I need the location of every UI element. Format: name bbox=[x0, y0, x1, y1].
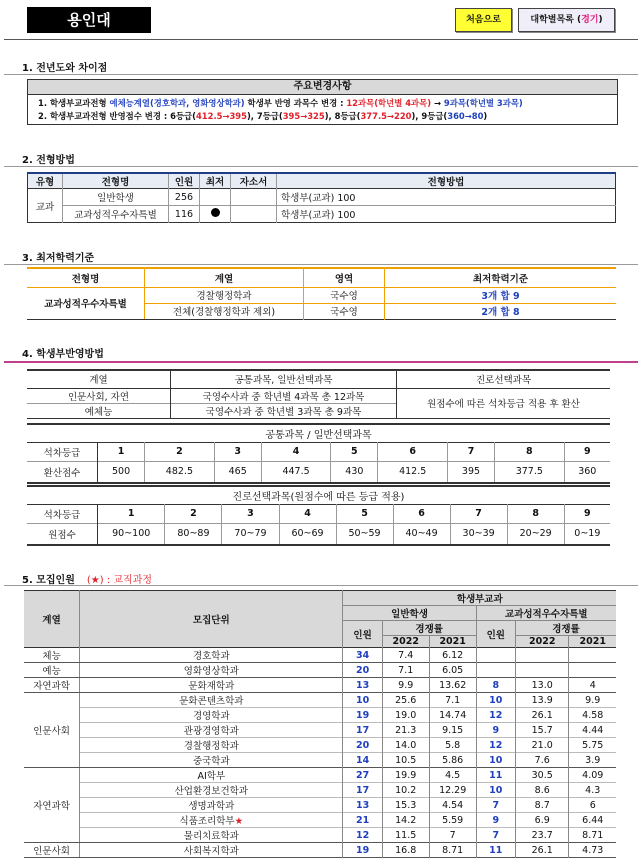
recruit-rate-2022-general: 14.2 bbox=[382, 813, 429, 828]
recruit-rate-2021-excellent: 3.9 bbox=[585, 754, 601, 766]
recruit-rate-2022-excellent: 8.6 bbox=[515, 783, 569, 798]
recruit-row bbox=[24, 813, 616, 828]
change-2-num: 2. bbox=[38, 111, 48, 121]
recruit-count-excellent: 10 bbox=[476, 753, 515, 768]
grade-cell: 4 bbox=[261, 442, 330, 461]
recruit-h-excellent: 교과성적우수자특별 bbox=[476, 606, 616, 621]
recruit-rate-2022-general: 16.8 bbox=[382, 843, 429, 858]
recruit-unit bbox=[80, 648, 343, 663]
recruit-row bbox=[24, 663, 616, 678]
recruit-count-general: 20 bbox=[343, 738, 382, 753]
method-header-row bbox=[28, 173, 616, 189]
recruit-rate-2021-general: 9.15 bbox=[429, 723, 476, 738]
recruit-unit bbox=[80, 663, 343, 678]
recruit-row bbox=[24, 828, 616, 843]
recruit-series: 자연과학 bbox=[24, 678, 80, 693]
teaching-course-star-icon: ★ bbox=[234, 816, 244, 827]
recruit-count-general: 17 bbox=[343, 723, 382, 738]
method-type: 교과 bbox=[28, 189, 63, 223]
section-1-title: 1. 전년도와 차이점 bbox=[22, 63, 108, 74]
recruit-series: 인문사회 bbox=[24, 843, 80, 858]
change-2-e: ), 8등급( bbox=[324, 111, 361, 121]
grade-cell: 2 bbox=[165, 504, 222, 523]
recruit-count-excellent: 10 bbox=[476, 783, 515, 798]
recruit-unit bbox=[80, 678, 343, 693]
recruit-row bbox=[24, 783, 616, 798]
raw-cell: 0~19 bbox=[574, 528, 601, 540]
recruit-row bbox=[24, 693, 616, 708]
recruit-row bbox=[24, 738, 616, 753]
recruitment-table bbox=[24, 590, 616, 858]
home-button[interactable]: 처음으로 bbox=[455, 8, 512, 32]
recruit-unit bbox=[80, 753, 343, 768]
recruit-row bbox=[24, 768, 616, 783]
recruit-rate-2022-excellent: 8.7 bbox=[515, 798, 569, 813]
score-cell: 430 bbox=[331, 461, 378, 483]
career-title: 진로선택과목(원점수에 따른 등급 적용) bbox=[232, 491, 405, 503]
recruit-h-count-1: 인원 bbox=[343, 621, 382, 648]
recruit-rate-2022-excellent bbox=[515, 663, 569, 678]
score-cell: 447.5 bbox=[261, 461, 330, 483]
recruit-series: 인문사회 bbox=[24, 693, 80, 768]
recruit-rate-2021-general: 5.8 bbox=[429, 738, 476, 753]
grade-cell: 3 bbox=[222, 504, 279, 523]
recruit-rate-2021-excellent: 8.71 bbox=[582, 829, 604, 841]
grade-cell: 3 bbox=[214, 442, 261, 461]
career-raw-row bbox=[27, 523, 610, 545]
min-std: 2개 합 8 bbox=[481, 307, 520, 318]
recruit-count-general: 13 bbox=[343, 678, 382, 693]
recruit-unit bbox=[80, 708, 343, 723]
unit-name: 경찰행정학과 bbox=[183, 741, 239, 752]
reflect-h-career: 진로선택과목 bbox=[475, 375, 532, 387]
recruit-count-general: 10 bbox=[343, 693, 382, 708]
recruit-series: 자연과학 bbox=[24, 768, 80, 843]
career-grade-row bbox=[27, 504, 610, 523]
recruit-rate-2021-excellent bbox=[569, 663, 616, 678]
recruit-unit bbox=[80, 843, 343, 858]
method-h-min: 최저 bbox=[200, 173, 231, 189]
change-1-num: 1. bbox=[38, 98, 48, 108]
reflect-subjects: 국영수사과 중 학년별 3과목 총 9과목 bbox=[171, 403, 397, 418]
recruit-row bbox=[24, 843, 616, 858]
method-row bbox=[28, 206, 616, 223]
recruit-count-excellent bbox=[476, 663, 515, 678]
section-2-title: 2. 전형방법 bbox=[22, 155, 75, 166]
unit-name: 중국학과 bbox=[192, 756, 230, 767]
section-5-rule bbox=[4, 585, 638, 586]
section-3-title: 3. 최저학력기준 bbox=[22, 253, 95, 264]
recruit-rate-2022-general: 9.9 bbox=[382, 678, 429, 693]
recruit-unit bbox=[80, 738, 343, 753]
section-2-rule bbox=[4, 166, 638, 167]
section-4-rule bbox=[4, 361, 638, 363]
recruit-rate-2021-general: 4.5 bbox=[429, 768, 476, 783]
change-line-2 bbox=[28, 110, 617, 122]
university-list-button[interactable] bbox=[518, 8, 615, 32]
method-essay-empty bbox=[231, 206, 277, 223]
unit-name: AI학부 bbox=[197, 771, 226, 782]
grade-cell: 1 bbox=[98, 504, 165, 523]
recruit-rate-2022-general: 25.6 bbox=[382, 693, 429, 708]
method-count: 256 bbox=[169, 189, 200, 206]
recruit-rate-2022-excellent: 6.9 bbox=[515, 813, 569, 828]
grade-cell: 2 bbox=[145, 442, 214, 461]
method-name: 교과성적우수자특별 bbox=[63, 206, 169, 223]
recruit-rate-2021-general: 14.74 bbox=[429, 708, 476, 723]
change-1-a: 학생부교과전형 bbox=[49, 98, 110, 108]
recruit-count-excellent: 9 bbox=[476, 723, 515, 738]
change-2-h: 360→80 bbox=[447, 111, 484, 121]
recruit-count-general: 34 bbox=[343, 648, 382, 663]
recruit-rate-2021-general: 6.12 bbox=[429, 648, 476, 663]
unit-name: 물리치료학과 bbox=[183, 831, 239, 842]
recruit-count-excellent: 11 bbox=[476, 843, 515, 858]
reflect-table bbox=[27, 369, 610, 419]
raw-cell: 50~59 bbox=[336, 523, 393, 545]
recruit-rate-2021-excellent: 4 bbox=[589, 679, 596, 691]
recruit-rate-2021-excellent: 6 bbox=[589, 799, 596, 811]
recruit-rate-2022-excellent: 30.5 bbox=[515, 768, 569, 783]
method-h-method: 전형방법 bbox=[427, 177, 465, 188]
reflect-career-method: 원점수에 따른 석차등급 적용 후 환산 bbox=[427, 399, 580, 410]
career-title-row bbox=[27, 486, 610, 504]
recruit-row bbox=[24, 753, 616, 768]
list-button-prefix: 대학별목록 ( bbox=[530, 15, 582, 25]
method-min-empty bbox=[200, 189, 231, 206]
change-2-f: 377.5→220 bbox=[360, 111, 412, 121]
score-cell: 412.5 bbox=[378, 461, 447, 483]
change-1-c: 학생부 반영 과목수 변경 : bbox=[244, 98, 347, 108]
recruit-h-2021-2: 2021 bbox=[579, 636, 606, 647]
min-std: 3개 합 9 bbox=[481, 291, 520, 302]
recruit-rate-2021-general: 5.86 bbox=[429, 753, 476, 768]
filled-circle-icon bbox=[211, 208, 220, 217]
recruit-count-general: 19 bbox=[343, 708, 382, 723]
recruit-h-rate-1: 경쟁률 bbox=[382, 621, 476, 636]
recruit-rate-2022-excellent: 23.7 bbox=[515, 828, 569, 843]
unit-name: 식품조리학부 bbox=[179, 816, 235, 827]
min-name: 교과성적우수자특별 bbox=[27, 287, 145, 319]
min-series: 경찰행정학과 bbox=[145, 287, 304, 303]
recruit-count-excellent: 7 bbox=[476, 828, 515, 843]
recruit-h-count-2: 인원 bbox=[476, 621, 515, 648]
section-3-rule bbox=[4, 264, 638, 265]
min-header-row bbox=[27, 268, 616, 287]
change-2-a: 학생부교과전형 반영점수 변경 : 6등급( bbox=[49, 111, 196, 121]
recruit-rate-2021-general: 4.54 bbox=[429, 798, 476, 813]
recruit-rate-2022-general: 19.0 bbox=[382, 708, 429, 723]
career-raw-label: 원점수 bbox=[27, 523, 98, 545]
header-divider bbox=[4, 39, 638, 40]
recruit-count-general: 27 bbox=[343, 768, 382, 783]
method-desc: 학생부(교과) 100 bbox=[281, 193, 356, 204]
recruit-count-general: 17 bbox=[343, 783, 382, 798]
changes-box bbox=[27, 79, 618, 125]
raw-cell: 70~79 bbox=[222, 523, 279, 545]
method-essay-empty bbox=[231, 189, 277, 206]
recruit-count-general: 12 bbox=[343, 828, 382, 843]
unit-name: 관광경영학과 bbox=[183, 726, 239, 737]
recruit-count-general: 13 bbox=[343, 798, 382, 813]
unit-name: 영화영상학과 bbox=[183, 666, 239, 677]
score-cell: 500 bbox=[98, 461, 145, 483]
change-1-f: 9과목(학년별 3과목) bbox=[443, 98, 523, 108]
grade-cell: 6 bbox=[393, 504, 450, 523]
recruit-unit bbox=[80, 783, 343, 798]
recruit-rate-2021-general: 8.71 bbox=[429, 843, 476, 858]
recruit-count-excellent: 12 bbox=[476, 708, 515, 723]
recruit-rate-2021-excellent: 4.09 bbox=[582, 769, 604, 781]
min-area: 국수영 bbox=[304, 287, 385, 303]
raw-cell: 60~69 bbox=[279, 523, 336, 545]
recruit-rate-2022-general: 7.4 bbox=[382, 648, 429, 663]
min-h-series: 계열 bbox=[145, 268, 304, 287]
section-4-title: 4. 학생부반영방법 bbox=[22, 349, 104, 360]
grade-cell: 7 bbox=[447, 442, 494, 461]
recruit-rate-2022-excellent: 26.1 bbox=[515, 708, 569, 723]
grade-cell: 9 bbox=[584, 508, 591, 519]
grade-cell: 5 bbox=[331, 442, 378, 461]
unit-name: 경영학과 bbox=[192, 711, 230, 722]
change-line-1 bbox=[28, 97, 617, 109]
grade-cell: 9 bbox=[583, 446, 591, 457]
recruit-rate-2022-excellent: 13.0 bbox=[515, 678, 569, 693]
recruit-row bbox=[24, 723, 616, 738]
reflect-h-series: 계열 bbox=[27, 370, 171, 388]
recruit-h-2021-1: 2021 bbox=[429, 636, 476, 648]
common-grade-table bbox=[27, 423, 610, 484]
reflect-series: 인문사회, 자연 bbox=[27, 388, 171, 403]
recruit-rate-2022-excellent bbox=[515, 648, 569, 663]
recruit-row bbox=[24, 798, 616, 813]
change-2-c: ), 7등급( bbox=[246, 111, 283, 121]
recruit-rate-2022-general: 19.9 bbox=[382, 768, 429, 783]
change-1-e: → bbox=[431, 98, 444, 108]
recruit-h-rate-2: 경쟁률 bbox=[515, 621, 616, 636]
change-2-g: ), 9등급( bbox=[411, 111, 448, 121]
recruit-rate-2021-excellent bbox=[569, 648, 616, 663]
recruit-series: 체능 bbox=[24, 648, 80, 663]
unit-name: 사회복지학과 bbox=[183, 846, 239, 857]
method-h-essay: 자소서 bbox=[231, 173, 277, 189]
change-2-b: 412.5→395 bbox=[195, 111, 247, 121]
recruit-h-2022-1: 2022 bbox=[382, 636, 429, 648]
recruit-unit bbox=[80, 813, 343, 828]
recruit-h-2022-2: 2022 bbox=[515, 636, 569, 648]
min-requirement-dot bbox=[200, 206, 231, 223]
recruit-rate-2021-general: 7.1 bbox=[429, 693, 476, 708]
recruit-count-general: 14 bbox=[343, 753, 382, 768]
recruit-rate-2022-general: 7.1 bbox=[382, 663, 429, 678]
list-button-suffix: ) bbox=[598, 15, 603, 25]
recruit-header-row-1 bbox=[24, 591, 616, 606]
recruit-count-general: 19 bbox=[343, 843, 382, 858]
section-5-title bbox=[22, 571, 152, 586]
method-h-name: 전형명 bbox=[63, 173, 169, 189]
recruit-rate-2022-general: 10.5 bbox=[382, 753, 429, 768]
method-name: 일반학생 bbox=[63, 189, 169, 206]
recruit-rate-2021-general: 7 bbox=[429, 828, 476, 843]
reflect-series: 예체능 bbox=[27, 403, 171, 418]
score-cell: 482.5 bbox=[145, 461, 214, 483]
common-grade-row bbox=[27, 442, 610, 461]
recruit-unit bbox=[80, 828, 343, 843]
recruit-rate-2021-excellent: 4.3 bbox=[585, 784, 601, 796]
recruit-row bbox=[24, 648, 616, 663]
reflect-header-row bbox=[27, 370, 610, 388]
list-button-region: 경기 bbox=[581, 15, 599, 25]
recruit-count-excellent: 11 bbox=[476, 768, 515, 783]
min-row bbox=[27, 287, 616, 303]
recruit-unit bbox=[80, 798, 343, 813]
raw-cell: 20~29 bbox=[507, 523, 564, 545]
recruit-count-excellent bbox=[476, 648, 515, 663]
recruit-rate-2022-general: 15.3 bbox=[382, 798, 429, 813]
recruit-rate-2021-general: 12.29 bbox=[429, 783, 476, 798]
unit-name: 문화재학과 bbox=[188, 681, 235, 692]
grade-cell: 1 bbox=[98, 442, 145, 461]
recruit-count-general: 21 bbox=[343, 813, 382, 828]
recruit-unit bbox=[80, 693, 343, 708]
recruit-count-excellent: 7 bbox=[476, 798, 515, 813]
recruit-count-excellent: 10 bbox=[476, 693, 515, 708]
min-h-std: 최저학력기준 bbox=[472, 273, 529, 285]
recruit-row bbox=[24, 708, 616, 723]
common-grade-label: 석차등급 bbox=[27, 442, 98, 461]
min-series: 전체(경찰행정학과 제외) bbox=[145, 303, 304, 319]
section-5-title-text: 5. 모집인원 bbox=[22, 575, 75, 586]
grade-cell: 6 bbox=[378, 442, 447, 461]
recruit-rate-2022-excellent: 15.7 bbox=[515, 723, 569, 738]
grade-cell: 8 bbox=[495, 442, 564, 461]
recruit-rate-2022-general: 10.2 bbox=[382, 783, 429, 798]
career-grade-table bbox=[27, 485, 610, 546]
method-h-count: 인원 bbox=[169, 173, 200, 189]
grade-cell: 4 bbox=[279, 504, 336, 523]
method-row bbox=[28, 189, 616, 206]
university-title: 용인대 bbox=[27, 7, 151, 33]
recruit-rate-2022-general: 21.3 bbox=[382, 723, 429, 738]
teaching-course-note: (★) : 교직과정 bbox=[86, 575, 153, 586]
raw-cell: 90~100 bbox=[98, 523, 165, 545]
unit-name: 생명과학과 bbox=[188, 801, 235, 812]
recruit-rate-2021-excellent: 4.44 bbox=[582, 724, 604, 736]
min-area: 국수영 bbox=[304, 303, 385, 319]
recruit-rate-2021-excellent: 6.44 bbox=[582, 814, 604, 826]
recruit-series: 예능 bbox=[24, 663, 80, 678]
recruit-rate-2021-general: 5.59 bbox=[429, 813, 476, 828]
recruit-count-excellent: 12 bbox=[476, 738, 515, 753]
recruit-h-series: 계열 bbox=[24, 591, 80, 648]
method-count: 116 bbox=[169, 206, 200, 223]
change-1-d: 12과목(학년별 4과목) bbox=[346, 98, 432, 108]
grade-cell: 7 bbox=[450, 504, 507, 523]
recruit-row bbox=[24, 678, 616, 693]
score-cell: 465 bbox=[214, 461, 261, 483]
reflect-row bbox=[27, 388, 610, 403]
change-2-i: ) bbox=[483, 111, 488, 121]
recruit-rate-2022-general: 14.0 bbox=[382, 738, 429, 753]
raw-cell: 80~89 bbox=[165, 523, 222, 545]
career-grade-label: 석차등급 bbox=[27, 504, 98, 523]
recruit-count-excellent: 8 bbox=[476, 678, 515, 693]
grade-cell: 8 bbox=[507, 504, 564, 523]
recruit-rate-2022-general: 11.5 bbox=[382, 828, 429, 843]
raw-cell: 40~49 bbox=[393, 523, 450, 545]
recruit-rate-2021-excellent: 5.75 bbox=[582, 739, 604, 751]
recruit-rate-2021-excellent: 4.58 bbox=[582, 709, 604, 721]
recruit-count-general: 20 bbox=[343, 663, 382, 678]
recruit-rate-2021-general: 13.62 bbox=[429, 678, 476, 693]
recruit-rate-2021-general: 6.05 bbox=[429, 663, 476, 678]
recruit-rate-2022-excellent: 7.6 bbox=[515, 753, 569, 768]
changes-box-title: 주요변경사항 bbox=[28, 80, 617, 95]
common-title-row bbox=[27, 424, 610, 442]
min-h-name: 전형명 bbox=[27, 268, 145, 287]
reflect-subjects: 국영수사과 중 학년별 4과목 총 12과목 bbox=[171, 388, 397, 403]
common-title: 공통과목 / 일반선택과목 bbox=[265, 429, 372, 441]
recruit-unit bbox=[80, 723, 343, 738]
score-cell: 395 bbox=[447, 461, 494, 483]
min-standard-table bbox=[27, 267, 616, 320]
recruit-h-track: 학생부교과 bbox=[343, 591, 616, 606]
method-h-type: 유형 bbox=[28, 173, 63, 189]
reflect-h-common: 공통과목, 일반선택과목 bbox=[171, 370, 397, 388]
recruit-unit bbox=[80, 768, 343, 783]
method-desc: 학생부(교과) 100 bbox=[281, 210, 356, 221]
common-score-row bbox=[27, 461, 610, 483]
recruit-rate-2021-excellent: 4.73 bbox=[582, 844, 604, 856]
recruit-rate-2022-excellent: 21.0 bbox=[515, 738, 569, 753]
recruit-h-unit: 모집단위 bbox=[80, 591, 343, 648]
unit-name: 경호학과 bbox=[192, 651, 230, 662]
recruit-rate-2021-excellent: 9.9 bbox=[585, 694, 601, 706]
method-table bbox=[27, 172, 616, 223]
change-1-b: 예체능계열(경호학과, 영화영상학과) bbox=[109, 98, 245, 108]
unit-name: 산업환경보건학과 bbox=[174, 786, 249, 797]
recruit-rate-2022-excellent: 13.9 bbox=[515, 693, 569, 708]
recruit-count-excellent: 9 bbox=[476, 813, 515, 828]
common-score-label: 환산점수 bbox=[27, 461, 98, 483]
raw-cell: 30~39 bbox=[450, 523, 507, 545]
recruit-h-general: 일반학생 bbox=[343, 606, 476, 621]
score-cell: 377.5 bbox=[495, 461, 564, 483]
recruit-rate-2022-excellent: 26.1 bbox=[515, 843, 569, 858]
section-1-rule bbox=[4, 74, 638, 75]
grade-cell: 5 bbox=[336, 504, 393, 523]
change-2-d: 395→325 bbox=[282, 111, 325, 121]
score-cell: 360 bbox=[578, 466, 597, 478]
unit-name: 문화콘텐츠학과 bbox=[179, 696, 244, 707]
min-h-area: 영역 bbox=[304, 268, 385, 287]
